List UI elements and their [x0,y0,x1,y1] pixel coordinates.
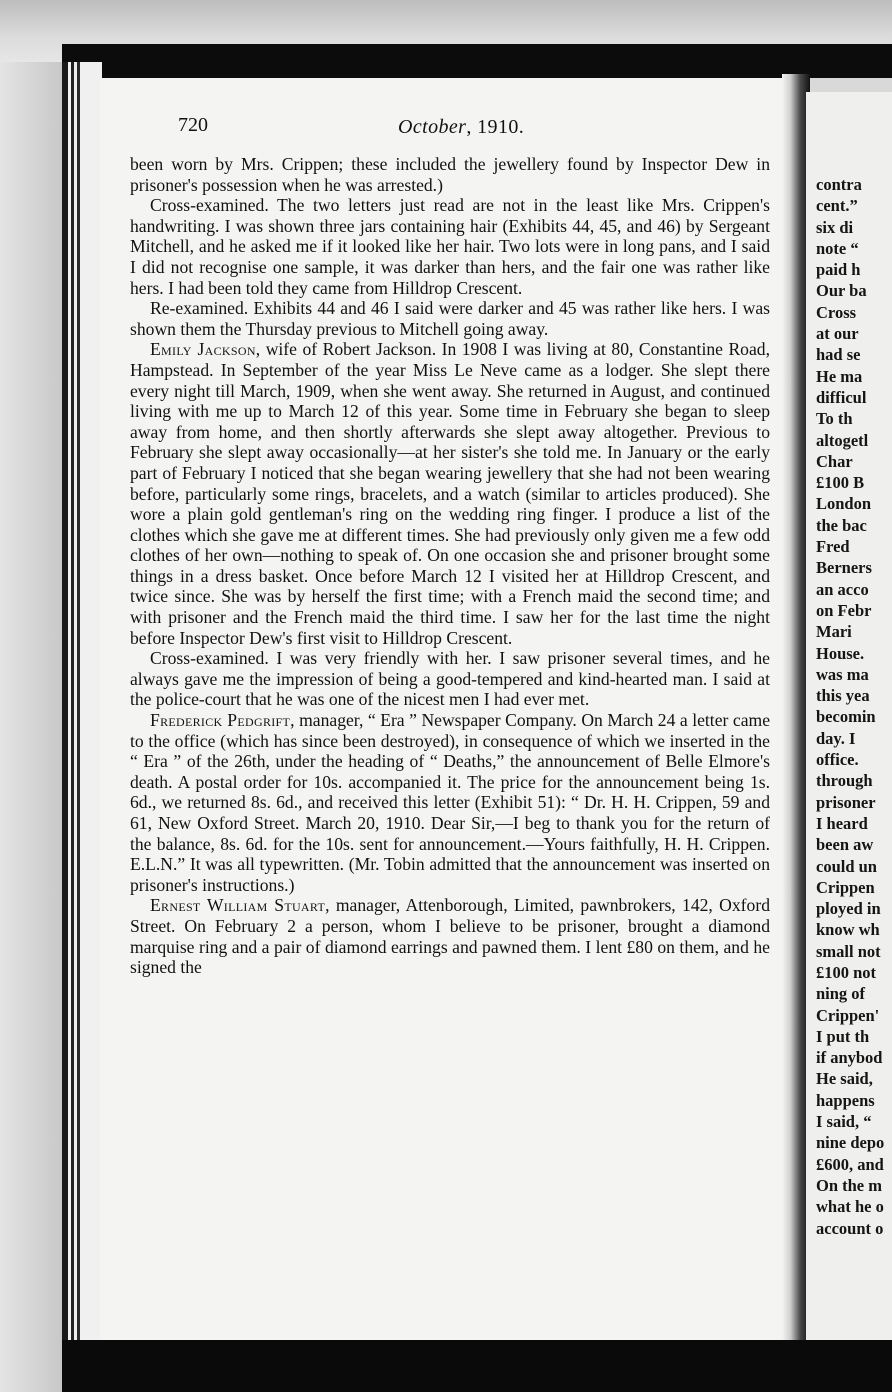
right-page-line: ning of [816,984,866,1004]
right-page-line: note “ [816,238,859,258]
right-page-line: on Febr [816,600,872,620]
right-page-line: know wh [816,920,880,940]
witness-name: Ernest William Stuart [150,895,326,916]
scan-top-border [62,44,892,78]
paragraph-text: Cross-examined. The two letters just read are not in the least like Mrs. Crippen's handwriting. I was shown three jars containing hair (Exhibits 44, 45, and 46) by Sergeant Mitchell, and he asked me if it looked like her hair. Two lots were in long pans, and I said I did not recognise one sample, it was darker than hers, and the fair one was rather like hers. I had been told they came from Hilldrop Crescent. [130,195,770,298]
paragraph-text: , manager, “ Era ” Newspaper Company. On March 24 a letter came to the office (which has since been destroyed), in consequence of which we inserted in the “ Era ” of the 26th, under the heading of “ Deaths,” the announcement of Belle Elmore's death. A postal order for 10s. accompanied it. The price for the announcement being 1s. 6d., we returned 8s. 6d., and received this letter (Exhibit 51): “ Dr. H. H. Crippen, 59 and 61, New Oxford Street. March 20, 1910. Dear Sir,—I beg to thank you for the return of the balance, 8s. 6d. for the 10s. sent for announcement.—Yours faithfully, H. H. Crippen. E.L.N.” It was all typewritten. (Mr. Tobin admitted that the announcement was inserted on prisoner's instructions.) [130,710,770,895]
right-page-line: had se [816,345,861,365]
right-page-line: through [816,771,873,791]
paragraph-6 [130,710,770,895]
page-header [178,114,768,144]
running-head [398,116,524,139]
right-page-line: He said, [816,1069,873,1089]
right-page-line: On the m [816,1175,882,1195]
running-head-month: October [398,116,467,138]
right-page-line: Berners [816,558,872,578]
paragraph-text: , wife of Robert Jackson. In 1908 I was living at 80, Constantine Road, Hampstead. In September of the year Miss Le Neve came as a lodger. She slept there every night till March, 1909, when she went away. She returned in August, and continued living with me up to March 12 of this year. Some time in February she began to sleep away from home, and then shortly afterwards she slept away altogether. Previous to February she slept away occasionally—at her sister's she told me. In January or the early part of February I noticed that she began wearing jewellery that she had not been wearing before, particularly some rings, bracelets, and a watch (similar to articles produced). She wore a plain gold gentleman's ring on the wedding ring finger. I produce a list of the clothes which she gave me at different times. She had previously only given me a few odd clothes of her own—nothing to speak of. On one occasion she and prisoner brought some things in a dress basket. Once before March 12 I visited her at Hilldrop Crescent, and twice since. She was by herself the first time; with a French maid the second time; and with prisoner and the French maid the third time. I saw her for the last time the night before Inspector Dew's first visit to Hilldrop Crescent. [130,339,770,648]
right-page-line: small not [816,941,881,961]
right-page-line: could un [816,856,877,876]
paragraph-text: Re-examined. Exhibits 44 and 46 I said were darker and 45 was rather like hers. I was shown them the Thursday previous to Mitchell going away. [130,298,770,339]
right-page-line: happens [816,1090,875,1110]
paragraph-text: , manager, Attenborough, Limited, pawnbrokers, 142, Oxford Street. On February 2 a person, whom I believe to be prisoner, brought a diamond marquise ring and a pair of diamond earrings and pawned them. I lent £80 on them, and he signed the [130,895,770,978]
witness-name: Emily Jackson [150,339,256,360]
right-page-line: at our [816,324,859,344]
paragraph-7 [130,895,770,977]
right-page-line: Fred [816,537,850,557]
page-number: 720 [178,114,208,136]
right-page-line: six di [816,217,854,237]
right-page-line: an acco [816,579,869,599]
right-page-line: the bac [816,515,867,535]
right-page-line: £100 not [816,962,877,982]
paragraph-1 [130,154,770,195]
right-page-line: House. [816,643,865,663]
right-page-line: day. I [816,728,856,748]
right-page-line: paid h [816,260,861,280]
scan-left-margin [0,62,62,1392]
right-page-line: London [816,494,872,514]
right-page-line: £100 B [816,473,865,493]
scan-bottom-border [62,1340,892,1392]
paragraph-5 [130,648,770,710]
paragraph-text: been worn by Mrs. Crippen; these included the jewellery found by Inspector Dew in prisoner's possession when he was arrested.) [130,154,770,195]
witness-name: Frederick Pedgrift [150,710,291,731]
right-page-line: £600, and [816,1154,884,1174]
right-page-line: ployed in [816,899,881,919]
right-page-line: I said, “ [816,1112,872,1132]
right-page-text-column [816,174,892,1239]
right-page-line: Cross [816,302,857,322]
right-page-line: prisoner [816,792,876,812]
right-page-line: Our ba [816,281,867,301]
right-page-line: becomin [816,707,876,727]
paragraph-3 [130,298,770,339]
paragraph-text: Cross-examined. I was very friendly with her. I saw prisoner several times, and he always gave me the impression of being a good-tempered and kind-hearted man. I said at the police-court that he was one of the nicest men I had ever met. [130,648,770,710]
right-page-line: Mari [816,622,852,642]
right-page [806,92,892,1342]
right-page-line: if anybod [816,1048,883,1068]
right-page-line: I heard [816,813,868,833]
right-page-line: Char [816,451,853,471]
right-page-line: He ma [816,366,863,386]
right-page-line: To th [816,409,853,429]
right-page-line: been aw [816,835,874,855]
right-page-line: office. [816,750,859,770]
right-page-line: this yea [816,686,870,706]
right-page-line: cent.” [816,196,858,216]
right-page-line: nine depo [816,1133,885,1153]
book-edge-gutter [62,62,102,1342]
right-page-line: contra [816,175,862,194]
right-page-line: altogetl [816,430,869,450]
right-page-line: was ma [816,664,869,684]
right-page-line: what he o [816,1197,884,1217]
right-page-line: Crippen [816,877,875,897]
right-page-line: account o [816,1218,884,1238]
right-page-line: I put th [816,1026,870,1046]
right-page-line: difficul [816,387,867,407]
page-body-text [130,154,770,978]
right-page-line: Crippen' [816,1005,880,1025]
running-head-year: , 1910. [466,116,525,138]
paragraph-4 [130,339,770,648]
paragraph-2 [130,195,770,298]
